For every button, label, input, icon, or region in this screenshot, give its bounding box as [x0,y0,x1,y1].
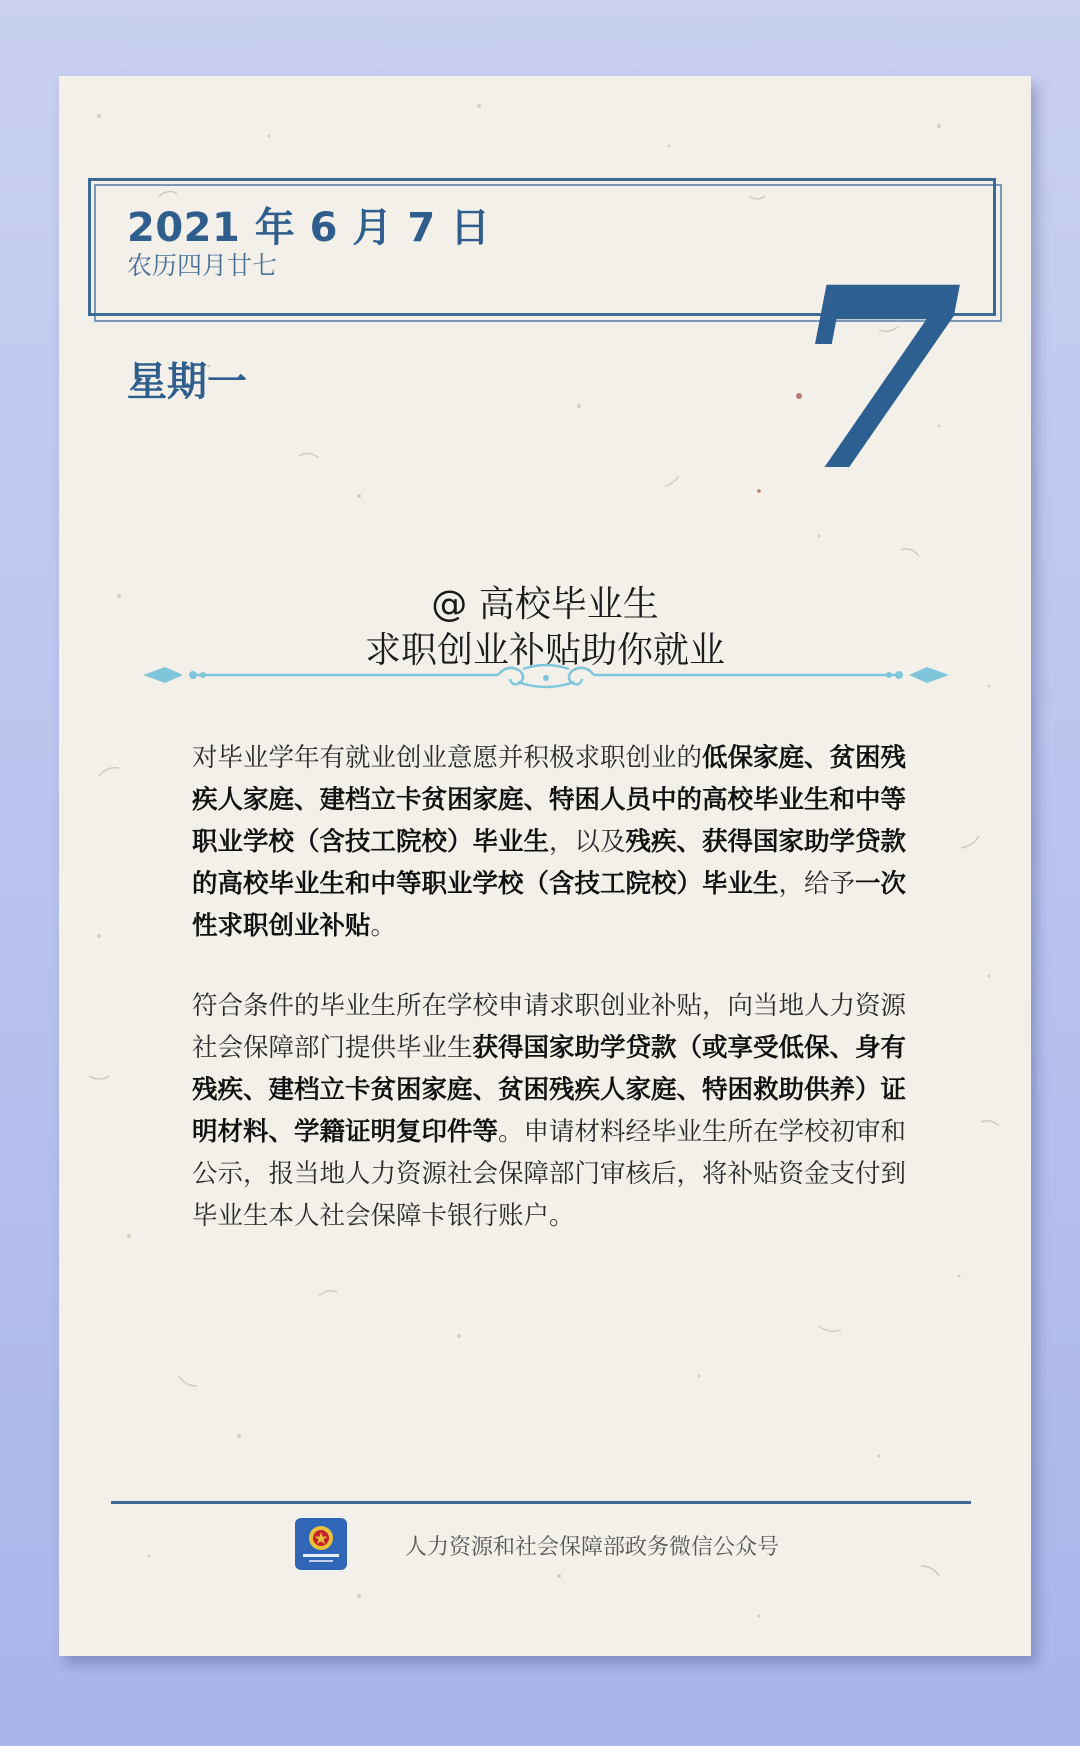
day-number: 7 [789,232,963,526]
article-title-line-2: 求职创业补贴助你就业 [364,630,725,671]
weekday: 星期一 [127,359,247,405]
emphasis-text: 获得国家助学贷款（或享受低保、身有残疾、建档立卡贫困家庭、贫困残疾人家庭、特困救助供养）证明材料、学籍证明复印件等 [192,1033,907,1147]
national-emblem-icon [295,1518,347,1570]
body-text: ，以及 [549,827,626,857]
body-text: 。 [370,911,397,941]
body-text: ，给予 [778,869,856,899]
footer-source: 人力资源和社会保障部政务微信公众号 [405,1535,780,1560]
body-paragraph-2 [192,985,912,1237]
calendar-card [59,76,1031,1656]
gregorian-date: 2021 年 6 月 7 日 [127,205,491,251]
emphasis-text: 残疾、获得国家助学贷款的高校毕业生和中等职业学校（含技工院校）毕业生 [192,827,907,899]
body-text: 符合条件的毕业生所在学校申请求职创业补贴，向当地人力资源社会保障部门提供毕业生 [192,991,907,1063]
emphasis-text: 低保家庭、贫困残疾人家庭、建档立卡贫困家庭、特困人员中的高校毕业生和中等职业学校（含技工院校）毕业生 [192,743,907,857]
emphasis-text: 一次性求职创业补贴 [192,869,907,941]
body-text: 对毕业学年有就业创业意愿并积极求职创业的 [192,743,703,773]
article-title-line-1: @ 高校毕业生 [431,584,659,625]
body-text: 。申请材料经毕业生所在学校初审和公示，报当地人力资源社会保障部门审核后，将补贴资金支付到毕业生本人社会保障卡银行账户。 [192,1117,907,1231]
footer-divider [111,1501,971,1504]
ornament-divider-icon [143,660,949,690]
lunar-date: 农历四月廿七 [127,251,278,280]
body-paragraph-1 [192,737,912,947]
